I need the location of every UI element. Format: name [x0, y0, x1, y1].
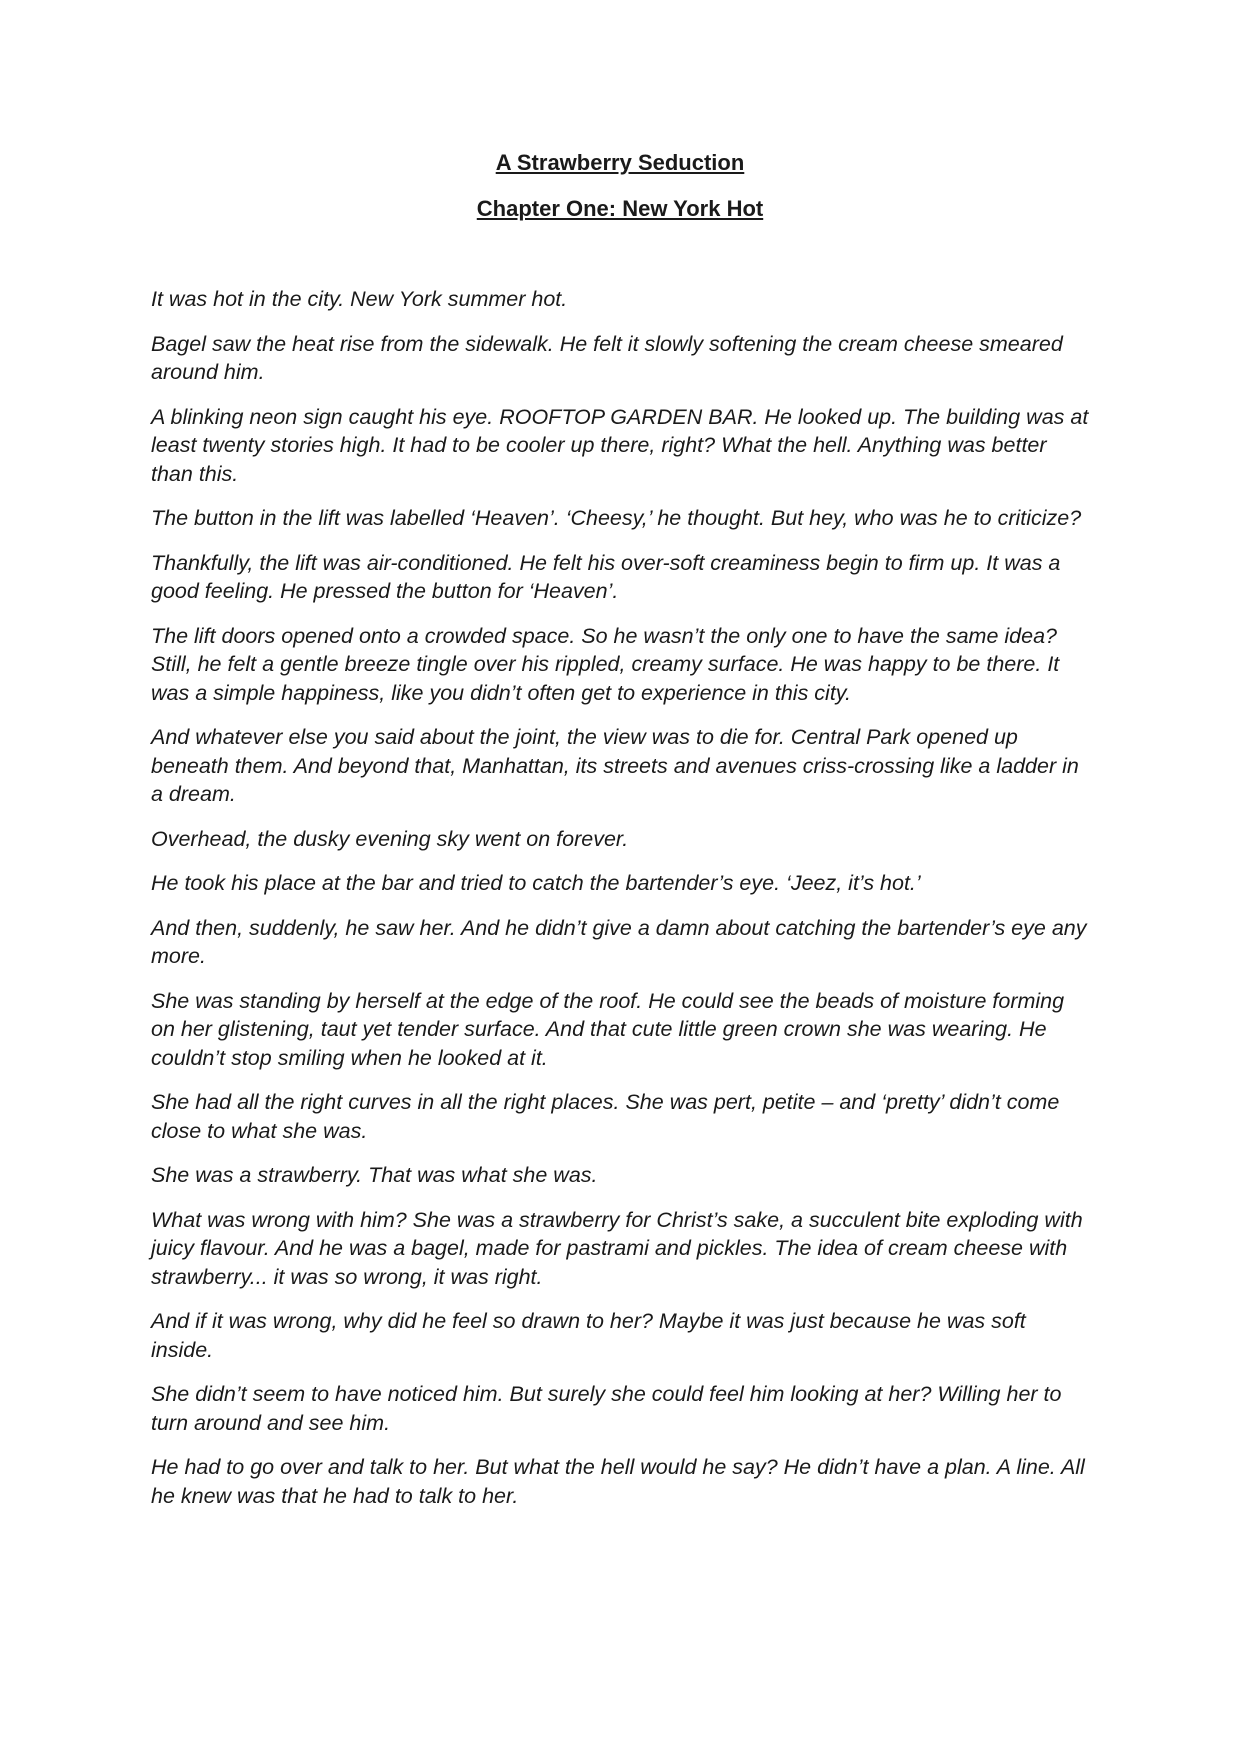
- paragraph: She didn’t seem to have noticed him. But surely she could feel him looking at her? Willing her to turn around and see him.: [151, 1382, 1062, 1435]
- paragraph: The button in the lift was labelled ‘Heaven’. ‘Cheesy,’ he thought. But hey, who was he to criticize?: [151, 506, 1082, 530]
- paragraph: The lift doors opened onto a crowded space. So he wasn’t the only one to have the same idea? Still, he felt a gentle breeze tingle over his rippled, creamy surface. He was happy to be there. It was a simple happiness, like you didn’t often get to experience in this city.: [151, 623, 1060, 705]
- chapter-title: Chapter One: New York Hot: [476, 196, 764, 221]
- paragraph: She was a strawberry. That was what she was.: [151, 1163, 598, 1187]
- paragraph: She was standing by herself at the edge of the roof. He could see the beads of moisture forming on her glistening, taut yet tender surface. And that cute little green crown she was wearing. He couldn’t stop smiling when he looked at it.: [151, 988, 1065, 1070]
- paragraph: She had all the right curves in all the right places. She was pert, petite – and ‘pretty’ didn’t come close to what she was.: [151, 1090, 1060, 1143]
- paragraph: Bagel saw the heat rise from the sidewalk. He felt it slowly softening the cream cheese smeared around him.: [151, 331, 1063, 384]
- paragraph: And then, suddenly, he saw her. And he didn’t give a damn about catching the bartender’s eye any more.: [151, 915, 1087, 968]
- paragraph: A blinking neon sign caught his eye. ROOFTOP GARDEN BAR. He looked up. The building was at least twenty stories high. It had to be cooler up there, right? What the hell. Anything was better than this.: [151, 404, 1089, 486]
- paragraph: He had to go over and talk to her. But what the hell would he say? He didn’t have a plan. A line. All he knew was that he had to talk to her.: [151, 1455, 1085, 1508]
- paragraph: Overhead, the dusky evening sky went on forever.: [151, 826, 629, 851]
- paragraph: Thankfully, the lift was air-conditioned. He felt his over-soft creaminess begin to firm up. It was a good feeling. He pressed the button for ‘Heaven’.: [151, 550, 1061, 603]
- document-body: [151, 285, 1093, 1526]
- paragraph: And if it was wrong, why did he feel so drawn to her? Maybe it was just because he was soft inside.: [151, 1309, 1026, 1362]
- document-header: [0, 148, 1240, 224]
- paragraph: And whatever else you said about the joint, the view was to die for. Central Park opened up beneath them. And beyond that, Manhattan, its streets and avenues criss-crossing like a ladder in a dream.: [151, 725, 1079, 806]
- paragraph: He took his place at the bar and tried to catch the bartender’s eye. ‘Jeez, it’s hot.’: [151, 871, 921, 895]
- paragraph: It was hot in the city. New York summer hot.: [151, 287, 568, 311]
- paragraph: What was wrong with him? She was a strawberry for Christ’s sake, a succulent bite exploding with juicy flavour. And he was a bagel, made for pastrami and pickles. The idea of cream cheese with strawberry... it was so wrong, it was right.: [151, 1207, 1083, 1289]
- document-title: A Strawberry Seduction: [495, 150, 745, 175]
